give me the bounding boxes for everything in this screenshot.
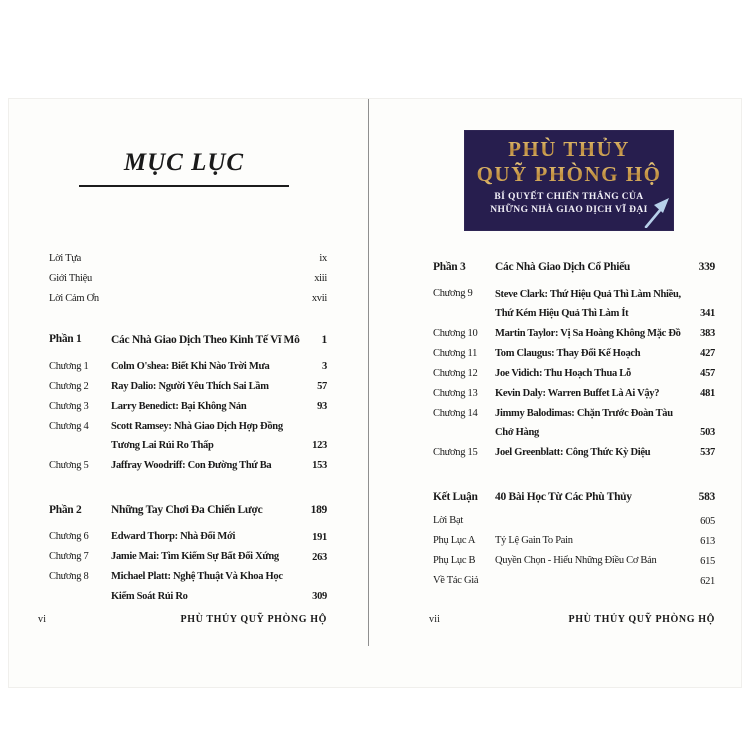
book-spread (8, 98, 742, 688)
chapter-page-number: 309 (312, 590, 327, 602)
front-matter-row (49, 249, 327, 269)
chapter-row (433, 344, 715, 364)
part-row (433, 257, 715, 277)
chapter-row (49, 377, 327, 397)
chapter-title (495, 404, 694, 443)
chapter-label: Chương 5 (49, 459, 89, 471)
chapter-label: Chương 14 (433, 407, 478, 419)
chapter-row (49, 357, 327, 377)
back-matter-label: Phụ Lục B (433, 555, 476, 566)
conclusion-page-number: 583 (698, 491, 715, 503)
front-matter-label: Giới Thiệu (49, 273, 92, 284)
chapter-title-line1: Steve Clark: Thứ Hiệu Quả Thì Làm Nhiều, (495, 288, 681, 300)
chapter-title: Kevin Daly: Warren Buffet Là Ai Vậy? (495, 387, 660, 399)
folio-number: vii (429, 614, 441, 625)
chapter-page-number: 57 (317, 381, 327, 392)
chapter-title-line2: Chở Hàng (495, 427, 539, 439)
right-toc (433, 257, 715, 591)
conclusion-row (433, 487, 715, 507)
conclusion-title: 40 Bài Học Từ Các Phù Thủy (495, 491, 632, 503)
right-page-footer (429, 614, 715, 625)
part-row (49, 500, 327, 520)
front-matter-label: Lời Cảm Ơn (49, 292, 99, 304)
chapter-page-number: 191 (312, 531, 327, 543)
book-logo-badge (464, 130, 674, 231)
front-matter-page-number: xvii (311, 292, 327, 304)
chapter-label: Chương 2 (49, 380, 89, 392)
chapter-row (49, 567, 327, 606)
running-title: PHÙ THỦY QUỸ PHÒNG HỘ (180, 614, 327, 625)
chapter-label: Chương 15 (433, 446, 478, 458)
back-matter-title: Tỷ Lệ Gain To Pain (495, 535, 573, 547)
part-page-number: 1 (321, 333, 327, 346)
chapter-row (49, 456, 327, 476)
chapter-row (433, 443, 715, 463)
chapter-page-number: 3 (322, 361, 327, 372)
badge-title-line1: PHÙ THỦY (464, 137, 674, 162)
chapter-title: Martin Taylor: Vị Sa Hoàng Không Mặc Đồ (495, 327, 681, 339)
front-matter-page-number: ix (319, 253, 327, 265)
chapter-label: Chương 10 (433, 327, 478, 339)
chapter-title (495, 284, 694, 323)
chapter-row (49, 397, 327, 417)
chapter-row (49, 527, 327, 547)
chapter-label: Chương 13 (433, 387, 478, 399)
front-matter-row (49, 289, 327, 309)
toc-heading-block (79, 149, 289, 187)
chapter-title: Tom Claugus: Thay Đổi Kế Hoạch (495, 347, 641, 359)
chapter-page-number: 153 (312, 460, 327, 472)
part-row (49, 329, 327, 349)
chapter-page-number: 341 (700, 308, 715, 319)
title-rule (79, 185, 289, 187)
chapter-page-number: 537 (700, 447, 715, 459)
chapter-title: Joel Greenblatt: Công Thức Kỳ Diệu (495, 447, 651, 458)
front-matter-label: Lời Tựa (49, 253, 81, 265)
chapter-title: Edward Thorp: Nhà Đổi Mới (111, 531, 236, 543)
back-matter-label: Về Tác Giả (433, 575, 479, 586)
chapter-label: Chương 3 (49, 400, 89, 412)
chapter-label: Chương 8 (49, 571, 89, 582)
chapter-title: Ray Dalio: Người Yêu Thích Sai Lầm (111, 380, 269, 392)
chapter-label: Chương 1 (49, 360, 89, 372)
back-matter-row (433, 571, 715, 591)
chapter-row (433, 364, 715, 384)
chapter-row (49, 417, 327, 456)
back-matter-page-number: 613 (700, 535, 715, 547)
part-title: Các Nhà Giao Dịch Cổ Phiếu (495, 261, 630, 274)
badge-subtitle-line2: NHỮNG NHÀ GIAO DỊCH VĨ ĐẠI (490, 204, 648, 215)
right-page (369, 99, 743, 687)
left-toc (49, 249, 327, 606)
chapter-row (49, 547, 327, 567)
chapter-row (433, 324, 715, 344)
chapter-title (111, 567, 306, 606)
chapter-label: Chương 7 (49, 551, 89, 562)
back-matter-label: Lời Bạt (433, 515, 463, 526)
badge-title-line2: QUỸ PHÒNG HỘ (464, 162, 674, 187)
chapter-row (433, 284, 715, 323)
chapter-title: Jaffray Woodriff: Con Đường Thứ Ba (111, 460, 272, 471)
back-matter-row (433, 511, 715, 531)
front-matter-row (49, 269, 327, 289)
chapter-page-number: 427 (700, 348, 715, 359)
left-page (9, 99, 368, 687)
chapter-title-line1: Jimmy Balodimas: Chặn Trước Đoàn Tàu (495, 407, 673, 419)
chapter-title-line2: Tương Lai Rủi Ro Thấp (111, 440, 214, 452)
chapter-page-number: 457 (700, 368, 715, 379)
back-matter-row (433, 531, 715, 551)
badge-subtitle-line1: BÍ QUYẾT CHIẾN THẮNG CỦA (494, 192, 644, 202)
back-matter-page-number: 605 (700, 515, 715, 527)
chapter-label: Chương 4 (49, 420, 89, 432)
part-label: Phần 3 (433, 261, 466, 273)
part-title: Những Tay Chơi Đa Chiến Lược (111, 504, 263, 516)
part-title: Các Nhà Giao Dịch Theo Kinh Tế Vĩ Mô (111, 333, 300, 346)
back-matter-page-number: 621 (700, 575, 715, 587)
chapter-page-number: 503 (700, 427, 715, 439)
front-matter-page-number: xiii (314, 273, 327, 284)
chapter-row (433, 404, 715, 443)
chapter-row (433, 384, 715, 404)
chapter-page-number: 93 (317, 401, 327, 412)
chapter-page-number: 123 (312, 440, 327, 452)
chapter-page-number: 383 (700, 328, 715, 339)
folio-number: vi (38, 614, 47, 625)
chapter-title (111, 417, 306, 456)
chapter-page-number: 263 (312, 551, 327, 563)
chapter-title: Jamie Mai: Tìm Kiếm Sự Bất Đối Xứng (111, 551, 279, 563)
back-matter-page-number: 615 (700, 555, 715, 567)
chapter-page-number: 481 (700, 388, 715, 399)
chapter-title-line1: Scott Ramsey: Nhà Giao Dịch Hợp Đồng (111, 420, 283, 432)
left-page-footer (38, 614, 327, 625)
back-matter-row (433, 551, 715, 571)
chapter-label: Chương 12 (433, 367, 478, 379)
chapter-label: Chương 11 (433, 347, 478, 359)
part-page-number: 189 (310, 504, 327, 516)
chapter-title-line2: Kiểm Soát Rủi Ro (111, 590, 188, 602)
chapter-title: Larry Benedict: Bại Không Nản (111, 400, 247, 412)
part-label: Phần 1 (49, 333, 82, 346)
back-matter-title: Quyền Chọn - Hiểu Những Điều Cơ Bản (495, 555, 657, 567)
part-label: Phần 2 (49, 503, 82, 516)
toc-heading: MỤC LỤC (123, 149, 245, 176)
chapter-title: Colm O'shea: Biết Khi Nào Trời Mưa (111, 360, 270, 372)
up-right-arrow-icon (644, 198, 670, 228)
badge-subtitle (464, 191, 674, 216)
chapter-title: Joe Vidich: Thu Hoạch Thua Lỗ (495, 367, 631, 379)
chapter-label: Chương 6 (49, 531, 89, 542)
chapter-label: Chương 9 (433, 288, 473, 300)
conclusion-label: Kết Luận (433, 490, 478, 503)
chapter-title-line2: Thứ Kém Hiệu Quả Thì Làm Ít (495, 308, 629, 319)
chapter-title-line1: Michael Platt: Nghệ Thuật Và Khoa Học (111, 571, 283, 583)
running-title: PHÙ THỦY QUỸ PHÒNG HỘ (568, 614, 715, 625)
back-matter-label: Phụ Lục A (433, 535, 476, 546)
part-page-number: 339 (698, 261, 715, 274)
